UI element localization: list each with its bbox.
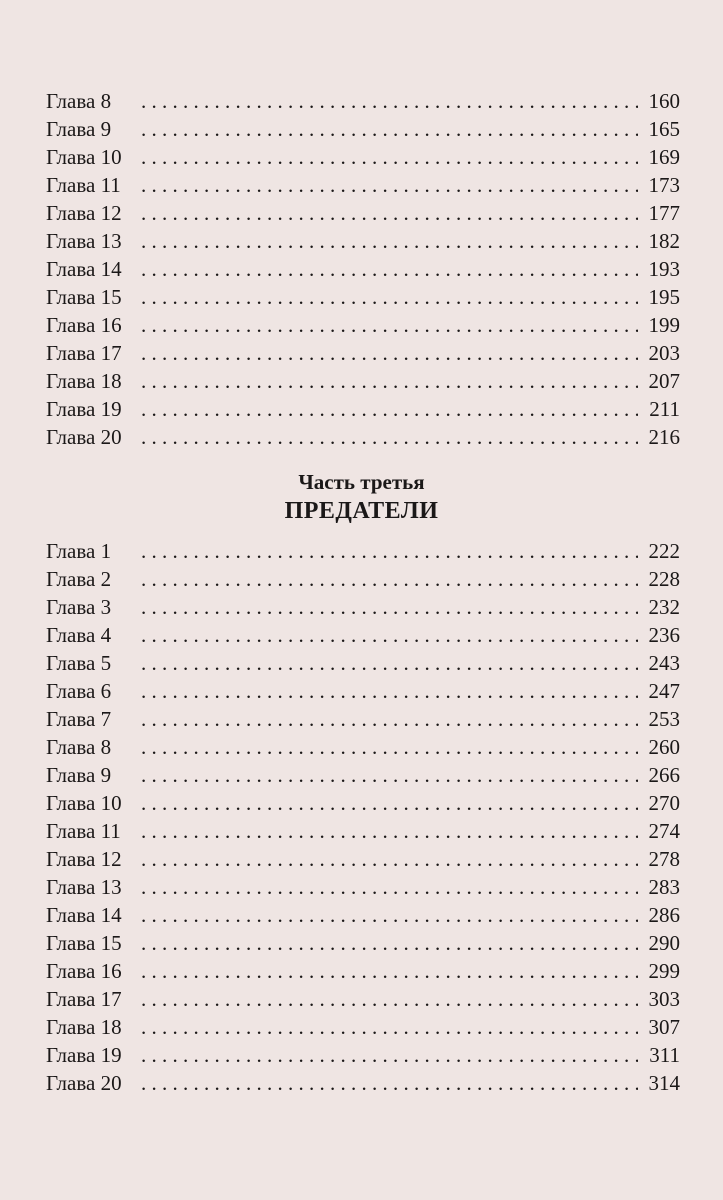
- chapter-label: Глава 19: [46, 397, 122, 421]
- toc-entry: [46, 423, 680, 451]
- dot-leader: [141, 705, 638, 733]
- dot-leader: [141, 845, 638, 873]
- chapter-label: Глава 9: [46, 763, 112, 787]
- toc-entry: [46, 537, 680, 565]
- page-number: 307: [648, 1015, 680, 1039]
- toc-entry: [46, 649, 680, 677]
- page-number: 266: [648, 763, 680, 787]
- chapter-label: Глава 6: [46, 679, 112, 703]
- dot-leader: [141, 733, 638, 761]
- page-number: 165: [648, 117, 680, 141]
- chapter-label: Глава 17: [46, 987, 122, 1011]
- toc-entry: [46, 171, 680, 199]
- page-number: 314: [648, 1071, 680, 1095]
- dot-leader: [141, 537, 638, 565]
- chapter-label: Глава 16: [46, 313, 122, 337]
- dot-leader: [141, 143, 638, 171]
- dot-leader: [141, 593, 638, 621]
- chapter-label: Глава 12: [46, 201, 122, 225]
- dot-leader: [141, 395, 638, 423]
- dot-leader: [141, 817, 638, 845]
- toc-entry: [46, 621, 680, 649]
- dot-leader: [141, 1069, 638, 1097]
- toc-entry: [46, 87, 680, 115]
- page-number: 211: [649, 397, 680, 421]
- toc-entry: [46, 733, 680, 761]
- page-number: 283: [648, 875, 680, 899]
- page-number: 274: [648, 819, 680, 843]
- page-number: 278: [648, 847, 680, 871]
- toc-entry: [46, 143, 680, 171]
- dot-leader: [141, 367, 638, 395]
- toc-entry: [46, 789, 680, 817]
- chapter-label: Глава 13: [46, 875, 122, 899]
- dot-leader: [141, 789, 638, 817]
- page-number: 193: [648, 257, 680, 281]
- dot-leader: [141, 761, 638, 789]
- dot-leader: [141, 1013, 638, 1041]
- dot-leader: [141, 929, 638, 957]
- chapter-label: Глава 5: [46, 651, 112, 675]
- chapter-label: Глава 15: [46, 285, 122, 309]
- chapter-label: Глава 4: [46, 623, 112, 647]
- dot-leader: [141, 87, 638, 115]
- dot-leader: [141, 423, 638, 451]
- page-number: 247: [648, 679, 680, 703]
- toc-entry: [46, 985, 680, 1013]
- toc-entry: [46, 901, 680, 929]
- toc-entry: [46, 957, 680, 985]
- chapter-label: Глава 18: [46, 1015, 122, 1039]
- toc-entry: [46, 283, 680, 311]
- toc-list-part-two: [46, 87, 680, 451]
- dot-leader: [141, 227, 638, 255]
- toc-entry: [46, 311, 680, 339]
- page-number: 286: [648, 903, 680, 927]
- toc-entry: [46, 845, 680, 873]
- page-number: 270: [648, 791, 680, 815]
- toc-entry: [46, 761, 680, 789]
- page-number: 173: [648, 173, 680, 197]
- page-number: 195: [648, 285, 680, 309]
- toc-entry: [46, 367, 680, 395]
- chapter-label: Глава 2: [46, 567, 112, 591]
- page-number: 216: [648, 425, 680, 449]
- toc-entry: [46, 677, 680, 705]
- chapter-label: Глава 10: [46, 145, 122, 169]
- chapter-label: Глава 9: [46, 117, 112, 141]
- part-name: ПРЕДАТЕЛИ: [284, 498, 439, 524]
- chapter-label: Глава 14: [46, 257, 122, 281]
- page-number: 236: [648, 623, 680, 647]
- toc-entry: [46, 199, 680, 227]
- toc-entry: [46, 873, 680, 901]
- dot-leader: [141, 873, 638, 901]
- toc-entry: [46, 339, 680, 367]
- page-number: 299: [648, 959, 680, 983]
- dot-leader: [141, 1041, 638, 1069]
- page-number: 160: [648, 89, 680, 113]
- toc-entry: [46, 565, 680, 593]
- toc-entry: [46, 1013, 680, 1041]
- chapter-label: Глава 16: [46, 959, 122, 983]
- dot-leader: [141, 199, 638, 227]
- chapter-label: Глава 20: [46, 425, 122, 449]
- page-number: 228: [648, 567, 680, 591]
- chapter-label: Глава 14: [46, 903, 122, 927]
- toc-entry: [46, 705, 680, 733]
- chapter-label: Глава 7: [46, 707, 112, 731]
- chapter-label: Глава 18: [46, 369, 122, 393]
- page-number: 303: [648, 987, 680, 1011]
- page-number: 243: [648, 651, 680, 675]
- page-number: 253: [648, 707, 680, 731]
- page-number: 182: [648, 229, 680, 253]
- chapter-label: Глава 8: [46, 735, 112, 759]
- toc-entry: [46, 929, 680, 957]
- toc-entry: [46, 255, 680, 283]
- dot-leader: [141, 649, 638, 677]
- page-number: 290: [648, 931, 680, 955]
- chapter-label: Глава 20: [46, 1071, 122, 1095]
- dot-leader: [141, 283, 638, 311]
- chapter-label: Глава 12: [46, 847, 122, 871]
- dot-leader: [141, 957, 638, 985]
- dot-leader: [141, 255, 638, 283]
- chapter-label: Глава 1: [46, 539, 112, 563]
- chapter-label: Глава 17: [46, 341, 122, 365]
- toc-entry: [46, 395, 680, 423]
- part-title: Часть третья: [298, 470, 425, 494]
- chapter-label: Глава 10: [46, 791, 122, 815]
- chapter-label: Глава 19: [46, 1043, 122, 1067]
- dot-leader: [141, 677, 638, 705]
- page-number: 260: [648, 735, 680, 759]
- page-number: 311: [649, 1043, 680, 1067]
- dot-leader: [141, 985, 638, 1013]
- dot-leader: [141, 565, 638, 593]
- dot-leader: [141, 311, 638, 339]
- page-number: 199: [648, 313, 680, 337]
- dot-leader: [141, 171, 638, 199]
- dot-leader: [141, 901, 638, 929]
- page-number: 177: [648, 201, 680, 225]
- page-number: 207: [648, 369, 680, 393]
- chapter-label: Глава 8: [46, 89, 112, 113]
- page-number: 203: [648, 341, 680, 365]
- page-number: 232: [648, 595, 680, 619]
- toc-entry: [46, 1069, 680, 1097]
- toc-entry: [46, 593, 680, 621]
- toc-entry: [46, 817, 680, 845]
- dot-leader: [141, 621, 638, 649]
- page-number: 169: [648, 145, 680, 169]
- dot-leader: [141, 115, 638, 143]
- chapter-label: Глава 15: [46, 931, 122, 955]
- chapter-label: Глава 11: [46, 173, 121, 197]
- toc-entry: [46, 115, 680, 143]
- chapter-label: Глава 11: [46, 819, 121, 843]
- chapter-label: Глава 13: [46, 229, 122, 253]
- toc-entry: [46, 1041, 680, 1069]
- toc-list-part-three: [46, 537, 680, 1097]
- dot-leader: [141, 339, 638, 367]
- toc-entry: [46, 227, 680, 255]
- page-number: 222: [648, 539, 680, 563]
- chapter-label: Глава 3: [46, 595, 112, 619]
